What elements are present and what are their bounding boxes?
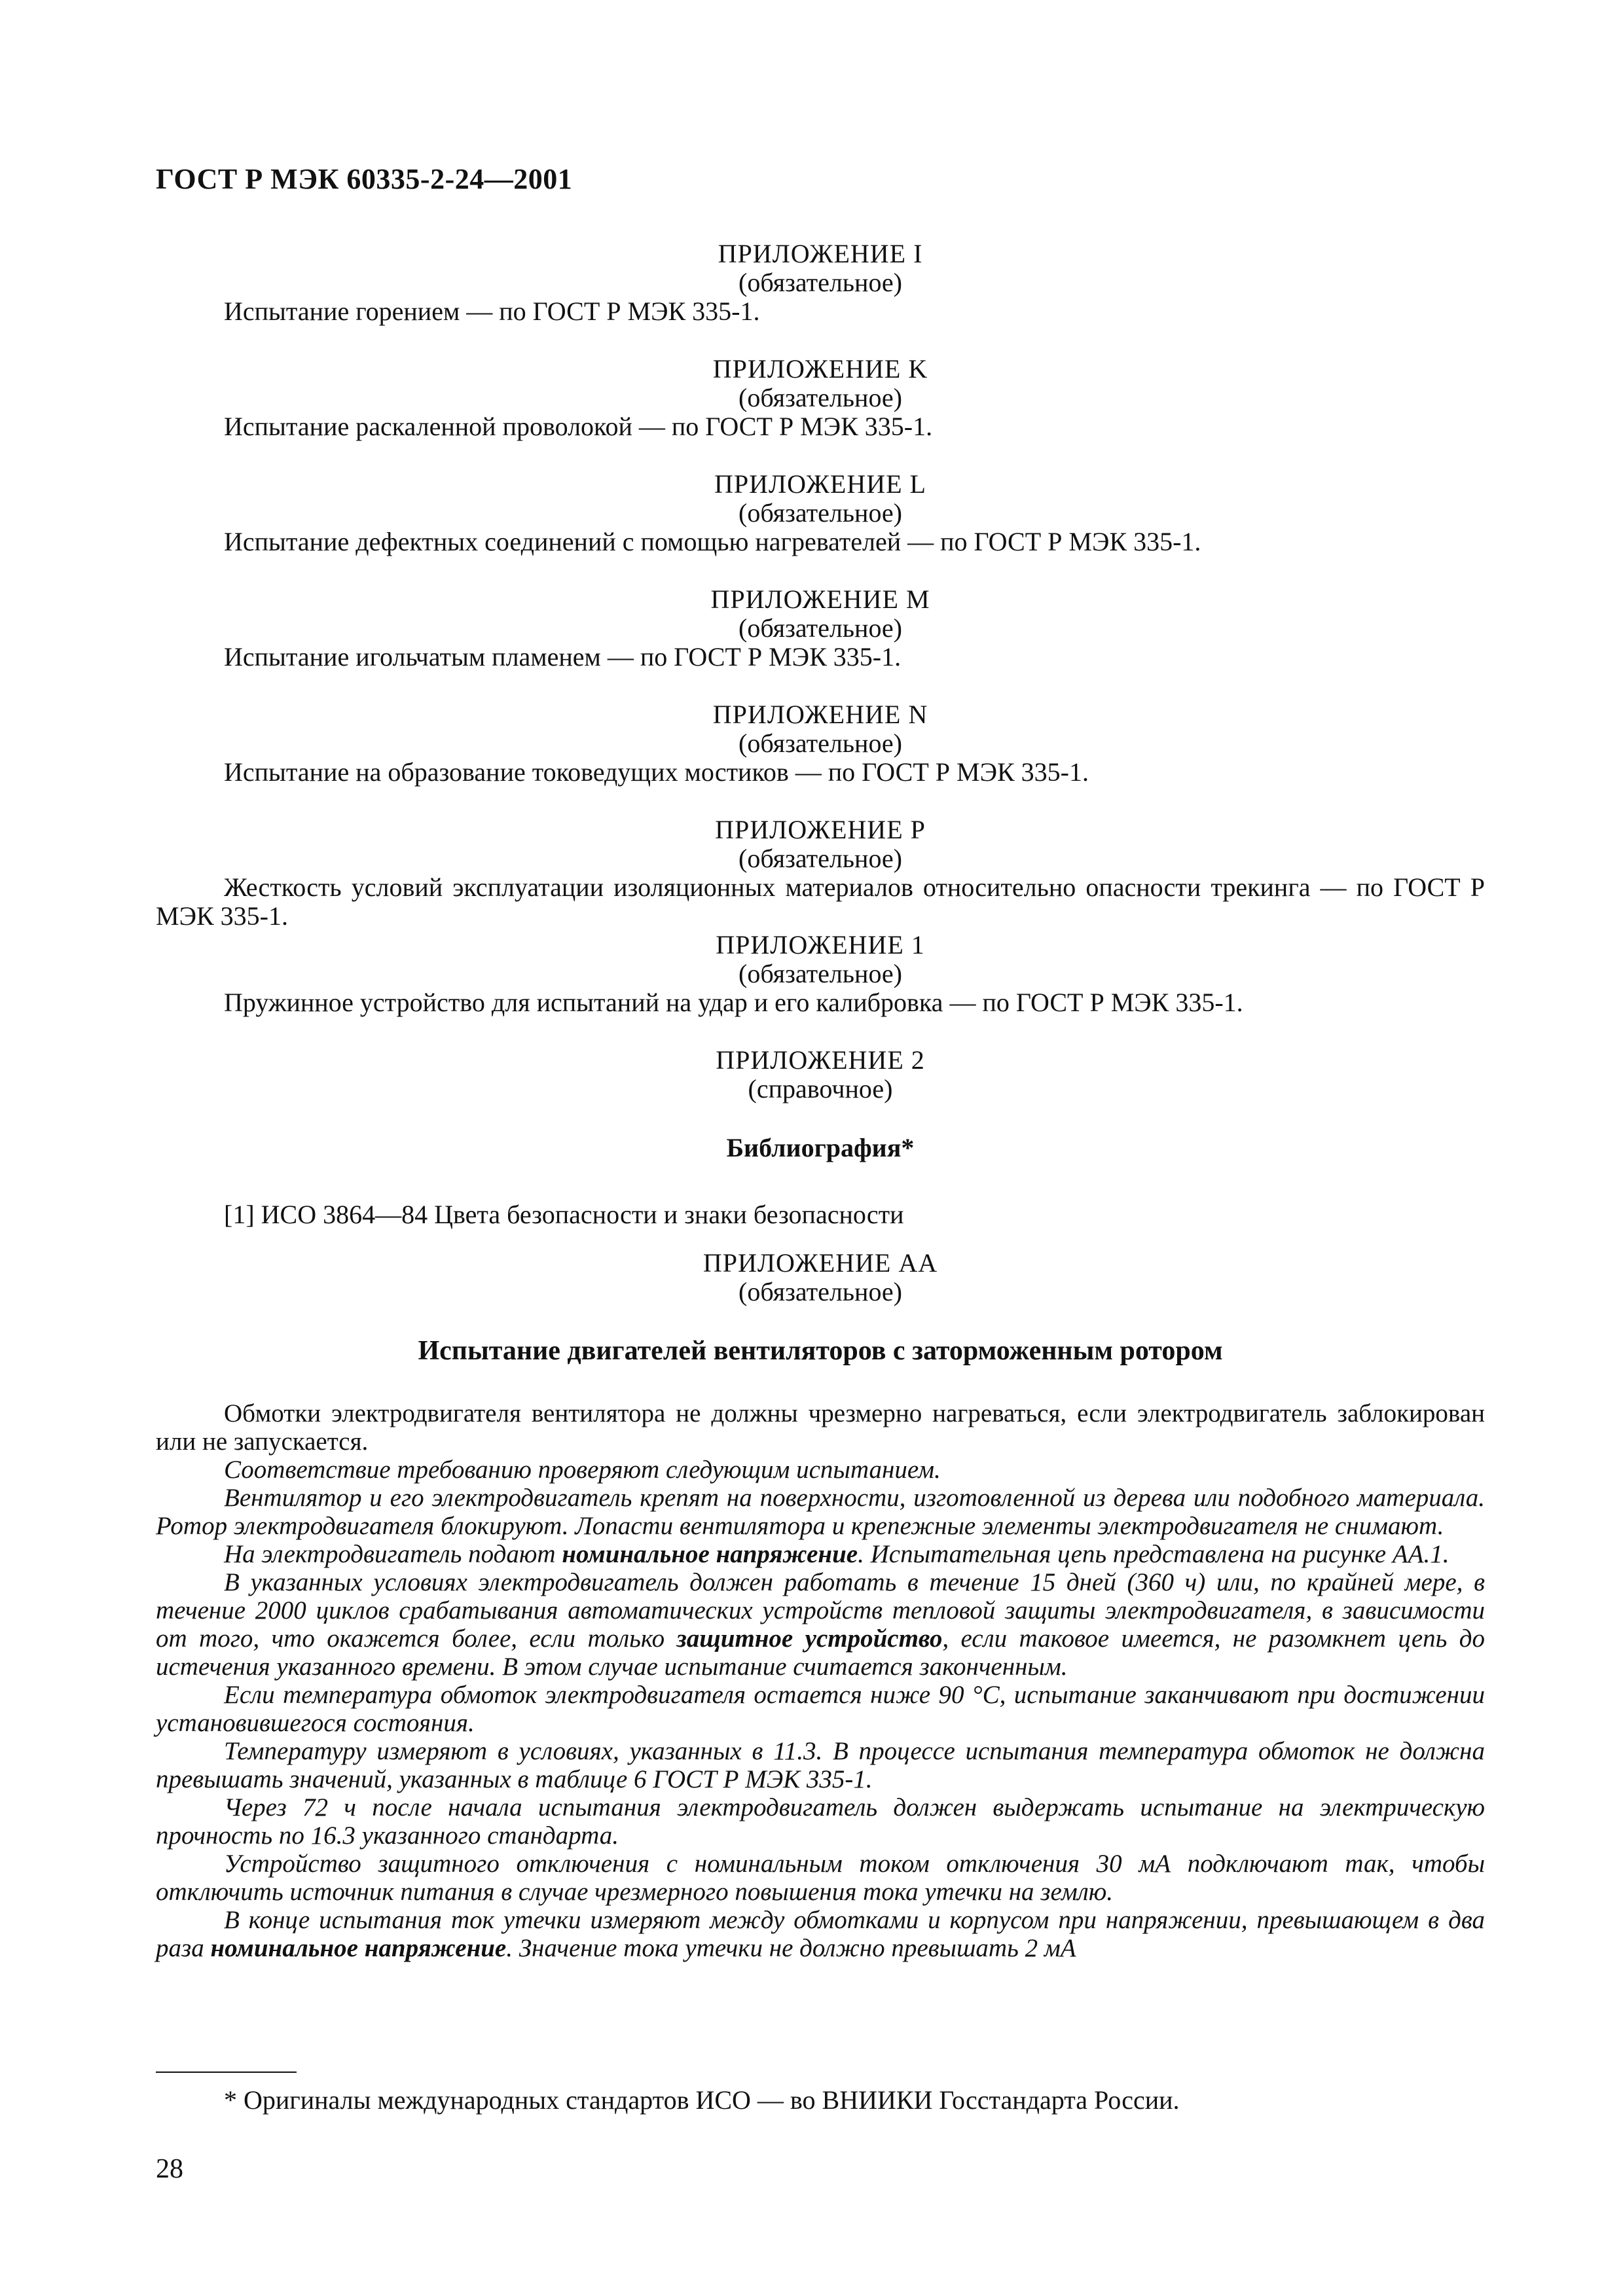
- appendix-title: ПРИЛОЖЕНИЕ 2: [716, 1045, 925, 1075]
- appendix-status: (обязательное): [739, 383, 902, 412]
- appendix-text: Испытание на образование токоведущих мостиков — по ГОСТ Р МЭК 335-1.: [224, 757, 1089, 787]
- appendix-status: (обязательное): [739, 844, 902, 873]
- appendix-status: (обязательное): [739, 613, 902, 643]
- text-run: , если таковое имеется, не разомкнет цепь до истечения указанного времени. В этом случае испытание считается законченным.: [156, 1624, 1485, 1681]
- paragraph: Устройство защитного отключения с номинальным током отключения 30 мА подключают так, чтобы отключить источник питания в случае чрезмерного повышения тока утечки на землю.: [156, 1850, 1485, 1906]
- paragraph: [156, 1906, 1485, 1962]
- appendix-text: Пружинное устройство для испытаний на удар и его калибровка — по ГОСТ Р МЭК 335-1.: [224, 988, 1243, 1017]
- appendix-text: Жесткость условий эксплуатации изоляционных материалов относительно опасности трекинга — по ГОСТ Р МЭК 335-1.: [156, 872, 1485, 931]
- appendix-i: [156, 240, 1485, 326]
- standard-code-header: ГОСТ Р МЭК 60335-2-24—2001: [156, 163, 573, 195]
- appendix-l: [156, 470, 1485, 556]
- appendix-m: [156, 585, 1485, 672]
- appendix-text: Испытание игольчатым пламенем — по ГОСТ Р МЭК 335-1.: [224, 642, 902, 672]
- bibliography-list: [156, 1200, 1485, 1229]
- paragraph: Вентилятор и его электродвигатель крепят на поверхности, изготовленной из дерева или подобного материала. Ротор электродвигателя блокируют. Лопасти вентилятора и крепежные элементы электродвигателя не снимают.: [156, 1484, 1485, 1540]
- bibliography-entry: [1] ИСО 3864—84 Цвета безопасности и знаки безопасности: [224, 1200, 904, 1229]
- appendix-status: (обязательное): [739, 1277, 902, 1306]
- defined-term: защитное устройство: [676, 1624, 943, 1653]
- paragraph: Через 72 ч после начала испытания электродвигатель должен выдержать испытание на электрическую прочность по 16.3 указанного стандарта.: [156, 1793, 1485, 1850]
- appendix-title: ПРИЛОЖЕНИЕ L: [714, 469, 926, 499]
- appendix-text: Испытание раскаленной проволокой — по ГОСТ Р МЭК 335-1.: [224, 412, 933, 441]
- appendix-n: [156, 700, 1485, 787]
- appendix-title: ПРИЛОЖЕНИЕ K: [712, 354, 928, 384]
- appendix-title: ПРИЛОЖЕНИЕ 1: [716, 930, 925, 960]
- appendix-aa-heading: [156, 1335, 1485, 1367]
- text-run: На электродвигатель подают: [224, 1540, 562, 1568]
- appendix-status: (обязательное): [739, 498, 902, 528]
- appendix-title: ПРИЛОЖЕНИЕ M: [710, 584, 930, 614]
- appendix-title: ПРИЛОЖЕНИЕ P: [715, 815, 926, 844]
- text-run: . Значение тока утечки не должно превышать 2 мА: [506, 1934, 1076, 1962]
- paragraph: Соответствие требованию проверяют следующим испытанием.: [224, 1456, 941, 1484]
- appendix-status: (обязательное): [739, 959, 902, 988]
- appendix-status: (обязательное): [739, 268, 902, 297]
- paragraph: [156, 1540, 1485, 1568]
- section-heading: Испытание двигателей вентиляторов с заторможенным ротором: [418, 1336, 1223, 1366]
- defined-term: номинальное напряжение: [210, 1934, 507, 1962]
- appendix-1: [156, 931, 1485, 1017]
- text-run: В конце испытания ток утечки измеряют между обмотками и корпусом при напряжении, превышающем в два раза: [156, 1906, 1485, 1962]
- bibliography-section: [156, 1132, 1485, 1163]
- footnote-divider: [156, 2072, 297, 2073]
- paragraph: Обмотки электродвигателя вентилятора не должны чрезмерно нагреваться, если электродвигатель заблокирован или не запускается.: [156, 1399, 1485, 1456]
- appendix-status: (справочное): [748, 1074, 893, 1103]
- appendix-aa: [156, 1249, 1485, 1306]
- text-run: . Испытательная цепь представлена на рисунке АА.1.: [858, 1540, 1450, 1568]
- page-number: 28: [156, 2154, 183, 2184]
- defined-term: номинальное напряжение: [562, 1540, 858, 1568]
- bibliography-title: Библиография*: [726, 1133, 915, 1162]
- text-run: В указанных условиях электродвигатель должен работать в течение 15 дней (360 ч) или, по крайней мере, в течение 2000 циклов срабатывания автоматических устройств тепловой защиты электродвигателя, в зависимости от того, что окажется более, если только: [156, 1568, 1485, 1653]
- paragraph: Температуру измеряют в условиях, указанных в 11.3. В процессе испытания температура обмоток не должна превышать значений, указанных в таблице 6 ГОСТ Р МЭК 335-1.: [156, 1737, 1485, 1793]
- appendix-2: [156, 1046, 1485, 1103]
- paragraph: Если температура обмоток электродвигателя остается ниже 90 °С, испытание заканчивают при достижении установившегося состояния.: [156, 1681, 1485, 1737]
- appendix-status: (обязательное): [739, 728, 902, 758]
- appendix-k: [156, 355, 1485, 441]
- appendix-aa-body: [156, 1399, 1485, 1962]
- appendix-title: ПРИЛОЖЕНИЕ N: [712, 700, 928, 729]
- appendix-p: [156, 816, 1485, 931]
- appendix-text: Испытание дефектных соединений с помощью нагревателей — по ГОСТ Р МЭК 335-1.: [224, 527, 1201, 556]
- appendix-title: ПРИЛОЖЕНИЕ АА: [702, 1248, 938, 1278]
- appendix-title: ПРИЛОЖЕНИЕ I: [718, 239, 923, 268]
- footnote: * Оригиналы международных стандартов ИСО — во ВНИИКИ Госстандарта России.: [224, 2085, 1180, 2115]
- paragraph: [156, 1568, 1485, 1681]
- appendix-text: Испытание горением — по ГОСТ Р МЭК 335-1.: [224, 296, 760, 326]
